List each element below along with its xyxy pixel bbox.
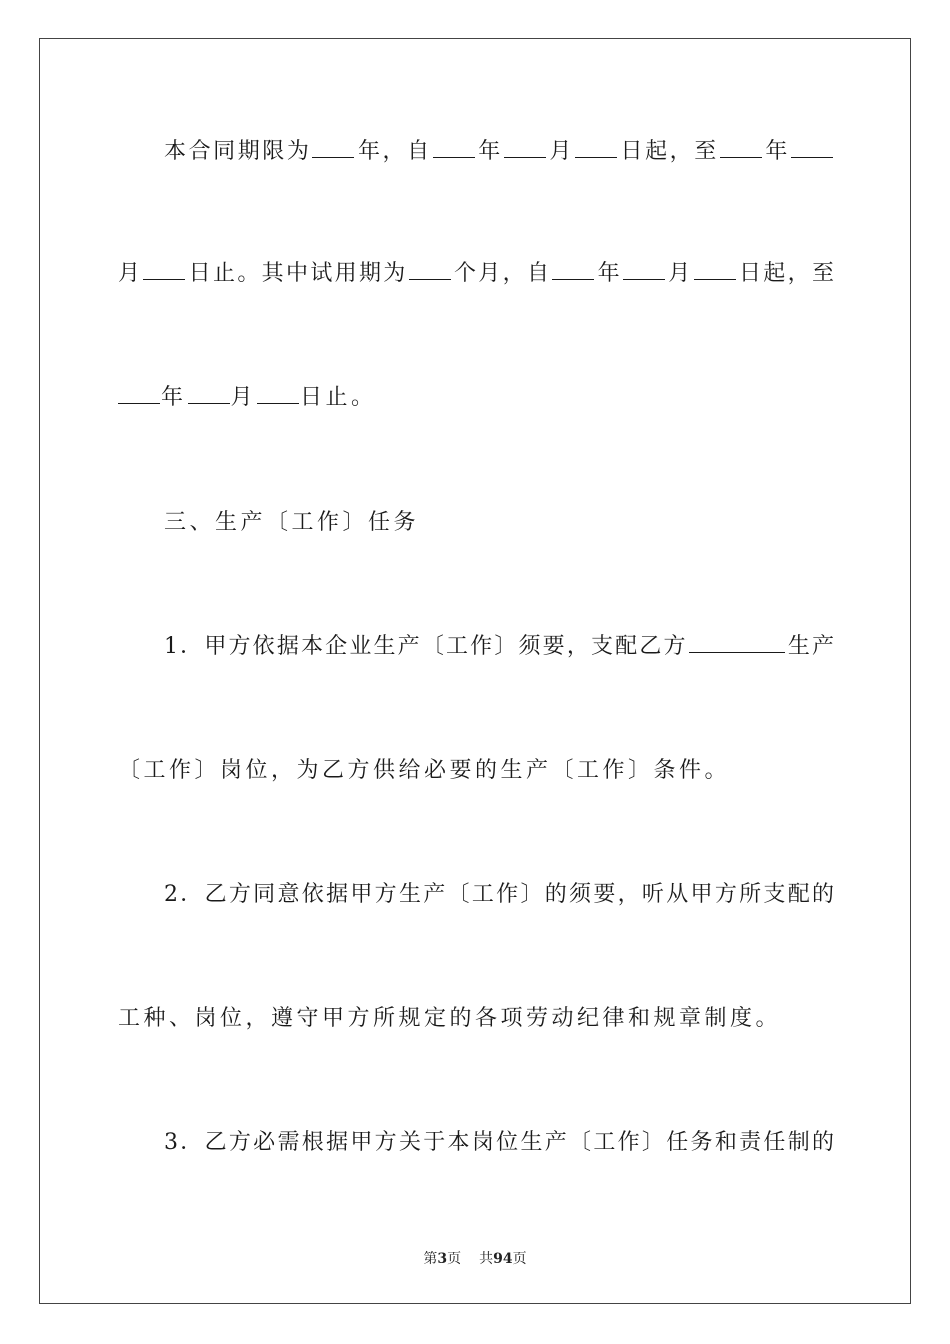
- text-segment: 年: [595, 261, 622, 286]
- text-segment: 日起，至: [617, 139, 719, 164]
- item-1-line-1: [118, 632, 834, 662]
- blank-field-end-year[interactable]: [720, 137, 762, 158]
- blank-field-start-month[interactable]: [504, 137, 546, 158]
- footer-page-total: 94: [493, 1251, 513, 1267]
- section-heading-text: 三、生产〔工作〕任务: [164, 510, 420, 535]
- footer-total-suffix: 页: [512, 1251, 527, 1267]
- section-heading: [118, 508, 834, 538]
- text-segment: 个月，自: [451, 261, 552, 286]
- text-segment: 月: [118, 261, 143, 286]
- text-segment: 本合同期限为: [164, 139, 312, 164]
- footer-page-prefix: 第: [423, 1251, 438, 1267]
- blank-field-probation-end-month[interactable]: [188, 383, 230, 404]
- footer-page-suffix: 页: [447, 1251, 462, 1267]
- text-segment: 日起，至: [736, 261, 834, 286]
- text-segment: 1．甲方依据本企业生产〔工作〕须要，支配乙方: [164, 634, 688, 659]
- text-segment: 年: [762, 139, 790, 164]
- page-frame: [39, 38, 911, 1304]
- page-footer: [0, 1248, 950, 1268]
- term-line-3: [118, 383, 834, 413]
- text-segment: 日止。其中试用期为: [186, 261, 408, 286]
- blank-field-position[interactable]: [689, 632, 785, 653]
- blank-field-end-month[interactable]: [791, 137, 833, 158]
- term-line-1: [118, 137, 834, 167]
- footer-page-current: 3: [437, 1251, 448, 1267]
- blank-field-probation-start-month[interactable]: [623, 259, 665, 280]
- text-segment: 〔工作〕岗位，为乙方供给必要的生产〔工作〕条件。: [118, 758, 731, 783]
- item-2-line-1: [118, 880, 834, 910]
- text-segment: 年: [161, 385, 187, 410]
- text-segment: 2．乙方同意依据甲方生产〔工作〕的须要，听从甲方所支配的: [164, 882, 834, 907]
- term-line-2: [118, 259, 834, 289]
- blank-field-probation-start-year[interactable]: [552, 259, 594, 280]
- text-segment: 月: [665, 261, 693, 286]
- item-3-line-1: [118, 1128, 834, 1158]
- blank-field-probation-end-year[interactable]: [118, 383, 160, 404]
- footer-total-prefix: 共: [479, 1251, 494, 1267]
- text-segment: 生产: [785, 634, 834, 659]
- blank-field-probation-end-day[interactable]: [257, 383, 299, 404]
- blank-field-probation-months[interactable]: [409, 259, 451, 280]
- text-segment: 月: [230, 385, 257, 410]
- text-segment: 年，自: [355, 139, 432, 164]
- text-segment: 月: [546, 139, 574, 164]
- blank-field-end-day[interactable]: [143, 259, 185, 280]
- item-1-line-2: [118, 756, 834, 786]
- blank-field-start-day[interactable]: [575, 137, 617, 158]
- item-2-line-2: [118, 1004, 834, 1034]
- text-segment: 年: [475, 139, 503, 164]
- blank-field-start-year[interactable]: [433, 137, 475, 158]
- blank-field-years[interactable]: [312, 137, 354, 158]
- text-segment: 日止。: [300, 385, 377, 410]
- text-segment: 3．乙方必需根据甲方关于本岗位生产〔工作〕任务和责任制的: [164, 1130, 834, 1155]
- text-segment: 工种、岗位，遵守甲方所规定的各项劳动纪律和规章制度。: [118, 1006, 782, 1031]
- blank-field-probation-start-day[interactable]: [694, 259, 736, 280]
